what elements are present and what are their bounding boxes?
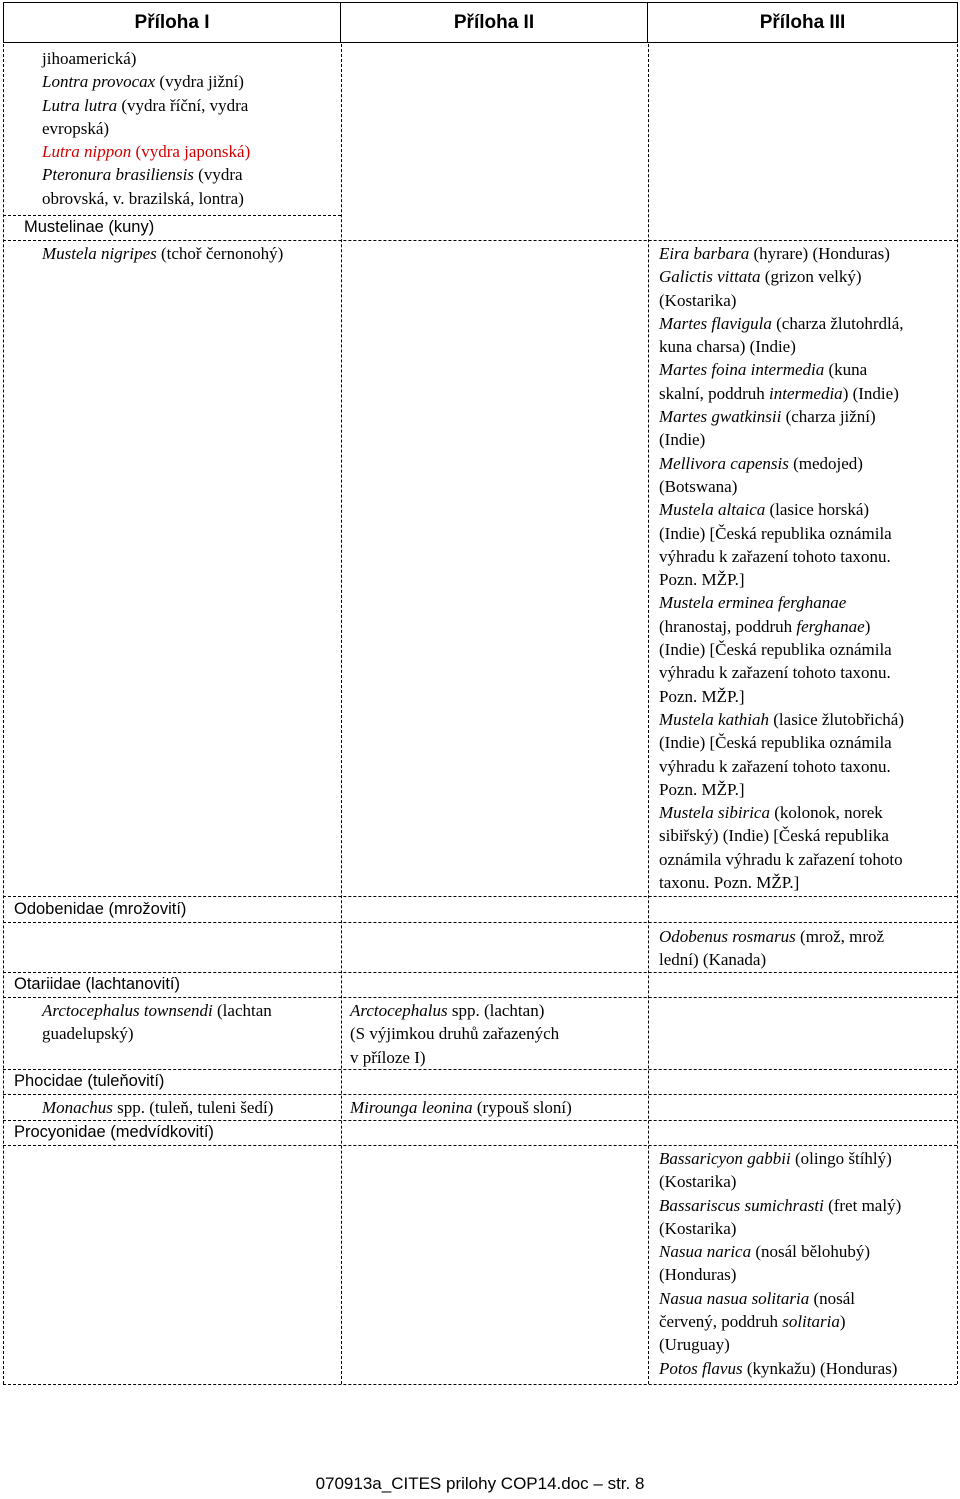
row-separator (3, 1094, 957, 1095)
text-line: Nasua nasua solitaria (nosál (659, 1288, 855, 1308)
row-separator (3, 1145, 957, 1146)
text-line: Martes foina intermedia (kuna (659, 360, 868, 380)
grid-divider-1 (341, 44, 342, 1384)
text-line: guadelupský) (42, 1024, 134, 1044)
header-appendix-2: Příloha II (341, 2, 648, 43)
row-separator (3, 896, 957, 897)
family-heading-odobenidae: Odobenidae (mrožovití) (14, 900, 187, 918)
text-line: Potos flavus (kynkažu) (Honduras) (659, 1358, 898, 1378)
text-line: Martes flavigula (charza žlutohrdlá, (659, 313, 904, 333)
text-line: Arctocephalus townsendi (lachtan (42, 1001, 272, 1020)
header-appendix-3: Příloha III (648, 2, 958, 43)
text-line: Mustela sibirica (kolonok, norek (659, 803, 883, 823)
text-line: Odobenus rosmarus (mrož, mrož (659, 927, 885, 946)
text-line: (Honduras) (659, 1265, 737, 1285)
species-mirounga-leonina (350, 1096, 572, 1119)
text-line: oznámila výhradu k zařazení tohoto (659, 849, 903, 869)
text-line: (Kostarika) (659, 290, 737, 310)
text-line: (Kostarika) (659, 1218, 737, 1238)
species-arctocephalus-townsendi (42, 999, 272, 1046)
text-line: Lutra nippon (vydra japonská) (42, 142, 251, 162)
text-line: (Indie) [Česká republika oznámila (659, 733, 892, 753)
text-line: lední) (Kanada) (659, 950, 767, 970)
species-arctocephalus-spp (350, 999, 559, 1069)
text-line: obrovská, v. brazilská, lontra) (42, 188, 244, 208)
text-line: výhradu k zařazení tohoto taxonu. (659, 756, 891, 776)
procyonidae-appendix-3-list (659, 1147, 901, 1380)
grid-right-border (957, 44, 958, 1384)
text-line: Pteronura brasiliensis (vydra (42, 165, 243, 185)
family-heading-procyonidae: Procyonidae (medvídkovití) (14, 1123, 214, 1141)
text-line: evropská) (42, 118, 110, 138)
family-heading-mustelinae: Mustelinae (kuny) (24, 218, 155, 236)
text-line: (Indie) [Česká republika oznámila (659, 640, 892, 660)
text-line: (Uruguay) (659, 1335, 730, 1355)
text-line: Bassariscus sumichrasti (fret malý) (659, 1195, 902, 1215)
text-line: Mustela nigripes (tchoř černonohý) (42, 244, 284, 263)
text-line: (Kostarika) (659, 1172, 737, 1192)
text-line: Pozn. MŽP.] (659, 570, 745, 590)
text-line: Mustela kathiah (lasice žlutobřichá) (659, 709, 905, 729)
text-line: taxonu. Pozn. MŽP.] (659, 873, 800, 893)
text-line: (Indie) (659, 430, 706, 450)
grid-divider-2 (648, 44, 649, 1384)
row-separator (3, 997, 957, 998)
species-mustela-nigripes (42, 242, 283, 265)
text-line: Monachus spp. (tuleň, tuleni šedí) (42, 1098, 274, 1117)
text-line: Mellivora capensis (medojed) (659, 453, 863, 473)
text-line: (hranostaj, poddruh ferghanae) (659, 616, 871, 636)
text-line: Mustela altaica (lasice horská) (659, 500, 870, 520)
text-line: Pozn. MŽP.] (659, 779, 745, 799)
family-heading-otariidae: Otariidae (lachtanovití) (14, 975, 180, 993)
text-line: Bassaricyon gabbii (olingo štíhlý) (659, 1149, 892, 1168)
header-appendix-1: Příloha I (3, 2, 341, 43)
text-line: Martes gwatkinsii (charza jižní) (659, 407, 876, 427)
mustelinae-appendix-3-list (659, 242, 904, 894)
text-line: výhradu k zařazení tohoto taxonu. (659, 546, 891, 566)
text-line: Lontra provocax (vydra jižní) (42, 72, 244, 92)
text-line: skalní, poddruh intermedia) (Indie) (659, 383, 899, 403)
text-line: (Botswana) (659, 476, 738, 496)
text-line: Mirounga leonina (rypouš sloní) (350, 1098, 572, 1117)
text-line: jihoamerická) (42, 49, 137, 68)
text-line: červený, poddruh solitaria) (659, 1312, 846, 1332)
species-monachus (42, 1096, 273, 1119)
grid-left-border (3, 44, 4, 1384)
text-line: Nasua narica (nosál bělohubý) (659, 1242, 871, 1262)
row-separator (3, 1384, 957, 1385)
text-line: kuna charsa) (Indie) (659, 337, 796, 357)
page-footer: 070913a_CITES prilohy COP14.doc – str. 8 (315, 1474, 645, 1493)
text-line: (S výjimkou druhů zařazených (350, 1024, 560, 1044)
lutrinae-species-list (42, 47, 250, 210)
family-heading-phocidae: Phocidae (tuleňovití) (14, 1072, 165, 1090)
text-line: (Indie) [Česká republika oznámila (659, 523, 892, 543)
text-line: výhradu k zařazení tohoto taxonu. (659, 663, 891, 683)
text-line: Arctocephalus spp. (lachtan) (350, 1001, 545, 1020)
text-line: v příloze I) (350, 1047, 426, 1067)
text-line: Eira barbara (hyrare) (Honduras) (659, 244, 890, 263)
species-odobenus-rosmarus (659, 925, 884, 972)
text-line: sibiřský) (Indie) [Česká republika (659, 826, 889, 846)
text-line: Galictis vittata (grizon velký) (659, 267, 862, 287)
text-line: Lutra lutra (vydra říční, vydra (42, 95, 249, 115)
text-line: Pozn. MŽP.] (659, 686, 745, 706)
row-separator (3, 922, 957, 923)
row-separator (3, 240, 957, 241)
text-line: Mustela erminea ferghanae (659, 593, 847, 613)
